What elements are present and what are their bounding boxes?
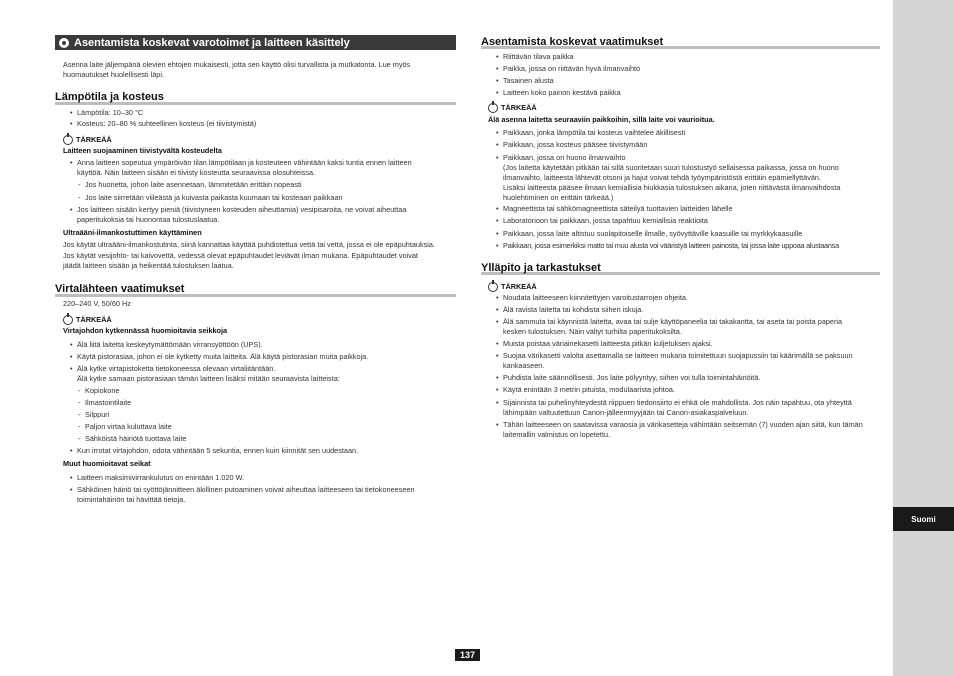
- list-item: • Lämpötila: 10–30 °C: [77, 108, 143, 119]
- list-item: • Puhdista laite säännöllisesti. Jos laite pölyyntyy, siihen voi tulla toimintahäiriöitä.: [503, 373, 760, 384]
- list-item-cont: laitemallin valmistus on lopetettu.: [503, 430, 611, 439]
- page-sidebar: [893, 0, 954, 676]
- important-icon: [488, 103, 498, 113]
- paragraph: jäädä laitteen sisään ja heikentää tulostuksen laatua.: [63, 261, 234, 270]
- list-item: • Paikkaan, jossa on huono ilmanvaihto: [503, 153, 626, 164]
- list-item: • Paikkaan, jossa esimerkiksi matto tai muu alusta voi vääristyä laitteen painosta, tai jossa laite uppoaa alustaansa: [503, 241, 839, 252]
- dash-item: - Silppuri: [85, 410, 109, 421]
- dash-item: - Ilmastointilaite: [85, 398, 131, 409]
- caution-icon: [59, 38, 69, 48]
- heading-temperature: Lämpötila ja kosteus: [55, 91, 456, 105]
- intro-line-2: huomautukset huolellisesti läpi.: [63, 70, 164, 79]
- list-item: • Paikkaan, jossa laite altistuu suolapitoiselle ilmalle, syövyttäville kaasuille tai myrkkykaasuille: [503, 229, 802, 240]
- paragraph: Jos käytät vesijohto- tai kaivovettä, vedessä olevat epäpuhtaudet leviävät ilman mukana. Epäpuhtaudet voivat: [63, 251, 418, 260]
- list-item: • Älä kytke virtapistoketta tietokoneessa olevaan virtaliitäntään.: [77, 364, 275, 375]
- important-icon: [63, 135, 73, 145]
- list-item-cont: Älä kytke samaan pistorasiaan tämän laitteen lisäksi mitään seuraavista laitteista:: [77, 374, 340, 383]
- list-item-cont: kankaaseen.: [503, 361, 545, 370]
- important-label: [488, 281, 537, 292]
- list-item: • Älä sammuta tai käynnistä laitetta, avaa tai sulje käyttöpaneelia tai takakantta, tai aseta tai poista paperia: [503, 317, 842, 328]
- list-item: • Tähän laitteeseen on saatavissa varaosia ja värikasetteja vähintään seitsemän (7) vuoden ajan siitä, kun tämän: [503, 420, 863, 431]
- list-item: • Laitteen koko painon kestävä paikka: [503, 88, 621, 99]
- list-item: • Muista poistaa väriainekasetti laitteesta pitkän kuljetuksen ajaksi.: [503, 339, 713, 350]
- subheading: Laitteen suojaaminen tiivistyvältä kosteudelta: [63, 146, 222, 155]
- list-item: • Käytä pistorasiaa, johon ei ole kytketty muita laitteita. Älä käytä pistorasian muita paikkoja.: [77, 352, 368, 363]
- list-item: • Kosteus: 20–80 % suhteellinen kosteus (ei tiivistymistä): [77, 119, 256, 130]
- subheading: Älä asenna laitetta seuraaviin paikkoihin, sillä laite voi vaurioitua.: [488, 115, 715, 124]
- important-icon: [63, 315, 73, 325]
- list-item-cont: huolehtiminen on erittäin tärkeää.): [503, 193, 614, 202]
- list-item: • Tasainen alusta: [503, 76, 554, 87]
- important-label: [63, 314, 112, 325]
- list-item: • Paikkaan, jossa kosteus pääsee tiivistymään: [503, 140, 647, 151]
- important-label: [63, 134, 112, 145]
- section-banner: [55, 35, 456, 50]
- subheading: Ultraääni-ilmankostuttimen käyttäminen: [63, 228, 202, 237]
- heading-power: Virtalähteen vaatimukset: [55, 283, 456, 297]
- dash-item: - Jos huonetta, johon laite asennetaan, lämmitetään erittäin nopeasti: [85, 180, 302, 191]
- important-text: TÄRKEÄÄ: [501, 282, 537, 291]
- subheading: Muut huomioitavat seikat: [63, 459, 151, 468]
- intro-line-1: Asenna laite jäljempänä olevien ehtojen mukaisesti, jotta sen käyttö olisi turvallista ja mutkatonta. Lue myös: [63, 60, 411, 69]
- list-item: • Anna laitteen sopeutua ympäröivän tilan lämpötilaan ja kosteuteen vähintään kaksi tuntia ennen laitteen: [77, 158, 412, 169]
- list-item-cont: lähimpään valtuutettuun Canon-jälleenmyyjään tai Canon-asiakaspalveluun.: [503, 408, 749, 417]
- important-text: TÄRKEÄÄ: [76, 135, 112, 144]
- list-item: • Paikka, jossa on riittävän hyvä ilmanvaihto: [503, 64, 640, 75]
- important-text: TÄRKEÄÄ: [76, 315, 112, 324]
- list-item: • Paikkaan, jonka lämpötila tai kosteus vaihtelee äkillisesti: [503, 128, 685, 139]
- dash-item: - Sähköistä häiriötä tuottava laite: [85, 434, 186, 445]
- list-item: • Sijainnista tai puhelinyhteydestä riippuen tiedonsiirto ei ehkä ole mahdollista. Jos näin tapahtuu, ota yhteyttä: [503, 398, 852, 409]
- heading-maintenance: Ylläpito ja tarkastukset: [481, 262, 880, 275]
- list-item: • Suojaa värikasetti valolta asettamalla se laitteen mukana toimitettuun suojapussiin tai käärimällä se paksuun: [503, 351, 853, 362]
- list-item: • Laitteen maksimivirrankulutus on enintään 1.020 W.: [77, 473, 244, 484]
- dash-item: - Jos laite siirretään viileästä ja kuivasta paikasta kuumaan tai kosteaan paikkaan: [85, 193, 343, 204]
- list-item-cont: ilmanvaihto, laitteesta lähtevät otsoni ja hajut voivat tehdä työympäristöstä erittäin epämiellyttävän.: [503, 173, 821, 182]
- list-item: • Noudata laitteeseen kiinnitettyjen varoitustarrojen ohjeita.: [503, 293, 688, 304]
- language-tab: Suomi: [893, 507, 954, 531]
- list-item-cont: Lisäksi laitteesta pääsee ilmaan kemiallisia hiukkasia tulostuksen aikana, joten riittävästä ilmanvaihdosta: [503, 183, 841, 192]
- power-spec: 220–240 V, 50/60 Hz: [63, 299, 131, 308]
- list-item: • Käytä enintään 3 metrin pituista, modulaarista johtoa.: [503, 385, 675, 396]
- list-item: • Jos laitteen sisään kertyy pieniä (tiivistyneen kosteuden aiheuttamia) vesipisaroita, ne voivat aiheuttaa: [77, 205, 406, 216]
- list-item-cont: paperitukoksia tai huonontaa tulostuslaatua.: [77, 215, 220, 224]
- list-item: • Sähköinen häiriö tai syöttöjännitteen äkillinen putoaminen voivat aiheuttaa laitteeseen tai tietokoneeseen: [77, 485, 415, 496]
- important-label: [488, 102, 537, 113]
- important-text: TÄRKEÄÄ: [501, 103, 537, 112]
- important-icon: [488, 282, 498, 292]
- heading-install-req: Asentamista koskevat vaatimukset: [481, 36, 880, 49]
- banner-title: Asentamista koskevat varotoimet ja laitteen käsittely: [74, 36, 350, 49]
- list-item-cont: (Jos laitetta käytetään pitkään tai sillä suoritetaan suuri tulostustyö sellaisessa paikassa, jossa on huono: [503, 163, 839, 172]
- list-item-cont: toimintahäiriön tai hävittää tietoja.: [77, 495, 186, 504]
- list-item: • Magneettista tai sähkömagneettista säteilyä tuottavien laitteiden lähelle: [503, 204, 733, 215]
- dash-item: - Paljon virtaa kuluttava laite: [85, 422, 172, 433]
- list-item: • Älä liitä laitetta keskeytymättömään virransyöttöön (UPS).: [77, 340, 263, 351]
- paragraph: Jos käytät ultraääni-ilmankostutinta, siinä kannattaa käyttää puhdistettua vettä tai vettä, jossa ei ole epäpuhtauksia.: [63, 240, 435, 249]
- list-item: • Riittävän tilava paikka: [503, 52, 574, 63]
- list-item: • Kun irrotat virtajohdon, odota vähintään 5 sekuntia, ennen kuin kiinnität sen uudestaan.: [77, 446, 358, 457]
- dash-item: - Kopiokone: [85, 386, 120, 397]
- subheading: Virtajohdon kytkennässä huomioitavia seikkoja: [63, 326, 228, 335]
- list-item: • Älä ravista laitetta tai kohdista siihen iskuja.: [503, 305, 643, 316]
- page-number: 137: [455, 649, 480, 661]
- list-item: • Laboratorioon tai paikkaan, jossa tapahtuu kemiallisia reaktioita: [503, 216, 708, 227]
- list-item-cont: käyttöä. Näin laitteen sisään ei tiivisty kosteutta seuraavissa olosuhteissa.: [77, 168, 316, 177]
- list-item-cont: kesken tulostuksen. Näin vältyt turhilta paperitukoksilta.: [503, 327, 682, 336]
